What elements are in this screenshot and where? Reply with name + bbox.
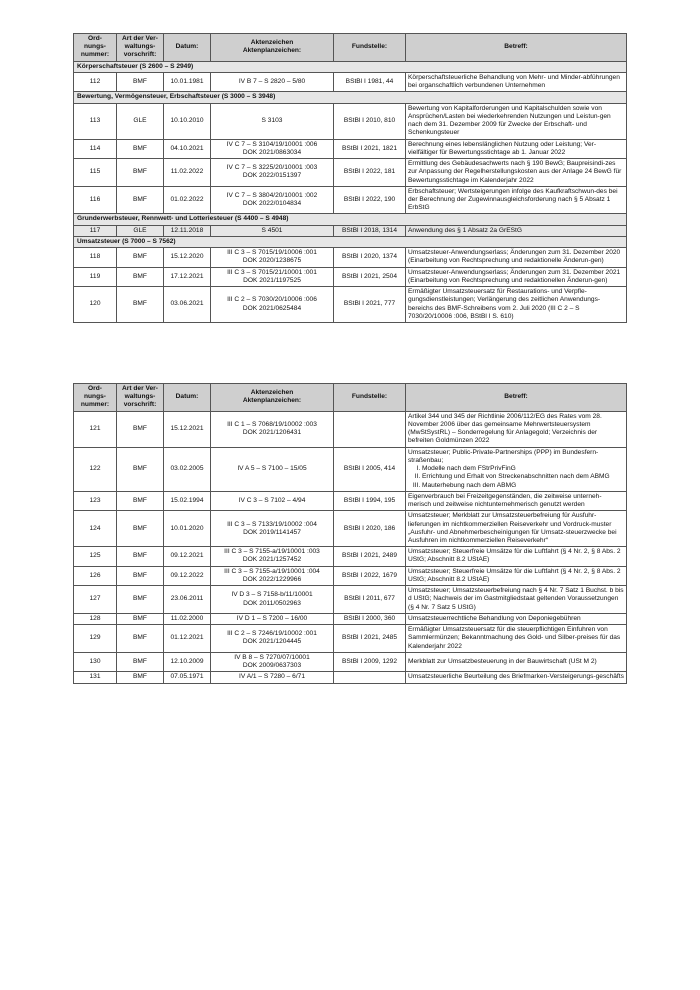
cell-nr: 117 bbox=[74, 225, 117, 236]
cell-nr: 114 bbox=[74, 139, 117, 158]
table-row bbox=[74, 225, 627, 236]
cell-fundstelle bbox=[334, 672, 406, 683]
cell-aktenzeichen: IV C 7 – S 3225/20/10001 :003 DOK 2022/0151397 bbox=[211, 159, 334, 187]
table-row bbox=[74, 672, 627, 683]
table-row bbox=[74, 411, 627, 447]
cell-fundstelle: BStBl I 2009, 1292 bbox=[334, 652, 406, 671]
cell-art: BMF bbox=[117, 287, 164, 323]
betreff-text: Ermäßigter Umsatzsteuersatz für Restaurations- und Verpfle-gungsdienstleistungen; Verlängerung des zeitlichen Anwendungs-bereichs des BMF-Schreibens vom 2. Juli 2020 (III C 2 – S 7030/20/10006 :006, BStBl I S. 610) bbox=[408, 288, 601, 320]
cell-fundstelle: BStBl I 2021, 2504 bbox=[334, 267, 406, 286]
cell-betreff bbox=[406, 411, 627, 447]
cell-aktenzeichen: S 4501 bbox=[211, 225, 334, 236]
table-body bbox=[74, 61, 627, 322]
table-row bbox=[74, 586, 627, 614]
cell-nr: 113 bbox=[74, 103, 117, 139]
betreff-text: Umsatzsteuerliche Beurteilung des Briefmarken-Versteigerungs-geschäfts bbox=[408, 673, 624, 681]
cell-datum: 15.12.2020 bbox=[164, 248, 211, 267]
cell-fundstelle: BStBl I 2022, 190 bbox=[334, 186, 406, 214]
table-body bbox=[74, 411, 627, 683]
cell-art: BMF bbox=[117, 186, 164, 214]
cell-nr: 125 bbox=[74, 547, 117, 566]
table-row bbox=[74, 491, 627, 510]
cell-betreff bbox=[406, 267, 627, 286]
betreff-text: Merkblatt zur Umsatzbesteuerung in der Bauwirtschaft (USt M 2) bbox=[408, 657, 597, 665]
betreff-list-item: I. Modelle nach dem FStrPrivFinG bbox=[422, 465, 624, 473]
betreff-text: Umsatzsteuer; Public-Private-Partnerships (PPP) im Bundesfern-straßenbau; bbox=[408, 448, 599, 464]
col-header-datum: Datum: bbox=[164, 384, 211, 412]
regulations-table-1 bbox=[73, 33, 627, 323]
section-row bbox=[74, 61, 627, 72]
table-row bbox=[74, 287, 627, 323]
col-header-aktenzeichen: Aktenzeichen Aktenplanzeichen: bbox=[211, 34, 334, 62]
cell-art: BMF bbox=[117, 652, 164, 671]
cell-fundstelle: BStBl I 2021, 1821 bbox=[334, 139, 406, 158]
table-row bbox=[74, 267, 627, 286]
cell-betreff bbox=[406, 491, 627, 510]
col-header-betreff: Betreff: bbox=[406, 384, 627, 412]
betreff-text: Umsatzsteuer; Steuerfreie Umsätze für die Luftfahrt (§ 4 Nr. 2, § 8 Abs. 2 UStG; Abschnitt 8.2 UStAE) bbox=[408, 548, 621, 564]
cell-art: BMF bbox=[117, 613, 164, 624]
betreff-list-item: II. Errichtung und Erhalt von Streckenabschnitten nach dem ABMG bbox=[422, 473, 624, 481]
cell-fundstelle: BStBl I 2022, 181 bbox=[334, 159, 406, 187]
betreff-text: Eigenverbrauch bei Freizeitgegenständen, die zeitweise unterneh-merisch und zeitweise nichtunternehmerisch genutzt werden bbox=[408, 492, 602, 509]
cell-nr: 131 bbox=[74, 672, 117, 683]
cell-datum: 11.02.2022 bbox=[164, 159, 211, 187]
cell-datum: 15.02.1994 bbox=[164, 491, 211, 510]
table-row bbox=[74, 72, 627, 91]
cell-fundstelle: BStBl I 2021, 2485 bbox=[334, 625, 406, 653]
cell-betreff bbox=[406, 672, 627, 683]
cell-datum: 01.02.2022 bbox=[164, 186, 211, 214]
cell-aktenzeichen: III C 3 – S 7015/21/10001 :001 DOK 2021/1197525 bbox=[211, 267, 334, 286]
cell-nr: 112 bbox=[74, 72, 117, 91]
cell-art: BMF bbox=[117, 267, 164, 286]
table-row bbox=[74, 547, 627, 566]
col-header-nr: Ord- nungs- nummer: bbox=[74, 34, 117, 62]
betreff-text: Bewertung von Kapitalforderungen und Kapitalschulden sowie von Ansprüchen/Lasten bei wiederkehrenden Nutzungen und Leistun-gen nach dem 31. Dezember 2009 für Zwecke der Erbschaft- und Schenkungsteuer bbox=[408, 104, 611, 137]
cell-betreff bbox=[406, 225, 627, 236]
section-row bbox=[74, 236, 627, 247]
cell-datum: 09.12.2022 bbox=[164, 566, 211, 585]
cell-datum: 03.02.2005 bbox=[164, 447, 211, 491]
cell-fundstelle: BStBl I 2005, 414 bbox=[334, 447, 406, 491]
cell-aktenzeichen: III C 2 – S 7030/20/10006 :006 DOK 2021/0625484 bbox=[211, 287, 334, 323]
cell-datum: 01.12.2021 bbox=[164, 625, 211, 653]
cell-nr: 120 bbox=[74, 287, 117, 323]
betreff-list-item: III. Mauterhebung nach dem ABMG bbox=[422, 482, 624, 490]
cell-betreff bbox=[406, 159, 627, 187]
cell-aktenzeichen: III C 3 – S 7155-a/19/10001 :003 DOK 2021/1257452 bbox=[211, 547, 334, 566]
cell-betreff bbox=[406, 652, 627, 671]
table-row bbox=[74, 248, 627, 267]
cell-fundstelle: BStBl I 1981, 44 bbox=[334, 72, 406, 91]
col-header-datum: Datum: bbox=[164, 34, 211, 62]
cell-datum: 10.01.1981 bbox=[164, 72, 211, 91]
cell-art: BMF bbox=[117, 511, 164, 547]
table-row bbox=[74, 566, 627, 585]
cell-nr: 116 bbox=[74, 186, 117, 214]
cell-fundstelle bbox=[334, 411, 406, 447]
table-row bbox=[74, 139, 627, 158]
cell-nr: 115 bbox=[74, 159, 117, 187]
regulations-table-2 bbox=[73, 383, 627, 684]
cell-betreff bbox=[406, 287, 627, 323]
col-header-betreff: Betreff: bbox=[406, 34, 627, 62]
section-title: Grunderwerbsteuer, Rennwett- und Lotteriesteuer (S 4400 – S 4948) bbox=[74, 214, 627, 225]
betreff-text: Umsatzsteuer; Steuerfreie Umsätze für die Luftfahrt (§ 4 Nr. 2, § 8 Abs. 2 UStG; Abschnitt 8.2 UStAE) bbox=[408, 567, 621, 583]
cell-betreff bbox=[406, 248, 627, 267]
table-row bbox=[74, 103, 627, 139]
cell-betreff bbox=[406, 613, 627, 624]
cell-fundstelle: BStBl I 2018, 1314 bbox=[334, 225, 406, 236]
cell-fundstelle: BStBl I 1994, 195 bbox=[334, 491, 406, 510]
cell-art: BMF bbox=[117, 491, 164, 510]
cell-betreff bbox=[406, 186, 627, 214]
col-header-aktenzeichen: Aktenzeichen Aktenplanzeichen: bbox=[211, 384, 334, 412]
cell-datum: 10.01.2020 bbox=[164, 511, 211, 547]
col-header-art: Art der Ver- waltungs- vorschrift: bbox=[117, 384, 164, 412]
col-header-art: Art der Ver- waltungs- vorschrift: bbox=[117, 34, 164, 62]
section-row bbox=[74, 214, 627, 225]
cell-art: BMF bbox=[117, 586, 164, 614]
cell-aktenzeichen: III C 1 – S 7068/19/10002 :003 DOK 2021/1206431 bbox=[211, 411, 334, 447]
table-row bbox=[74, 652, 627, 671]
cell-nr: 124 bbox=[74, 511, 117, 547]
cell-aktenzeichen: S 3103 bbox=[211, 103, 334, 139]
betreff-text: Umsatzsteuer-Anwendungserlass; Änderungen zum 31. Dezember 2020 (Einarbeitung von Rechtsprechung und redaktionelle Änderun-gen) bbox=[408, 249, 621, 265]
cell-nr: 128 bbox=[74, 613, 117, 624]
cell-datum: 03.06.2021 bbox=[164, 287, 211, 323]
cell-fundstelle: BStBl I 2020, 1374 bbox=[334, 248, 406, 267]
cell-nr: 123 bbox=[74, 491, 117, 510]
cell-betreff bbox=[406, 447, 627, 491]
cell-datum: 23.06.2011 bbox=[164, 586, 211, 614]
cell-fundstelle: BStBl I 2011, 677 bbox=[334, 586, 406, 614]
cell-art: BMF bbox=[117, 447, 164, 491]
cell-betreff bbox=[406, 139, 627, 158]
cell-art: GLE bbox=[117, 103, 164, 139]
cell-aktenzeichen: III C 3 – S 7015/19/10006 :001 DOK 2020/1238675 bbox=[211, 248, 334, 267]
cell-fundstelle: BStBl I 2010, 810 bbox=[334, 103, 406, 139]
cell-fundstelle: BStBl I 2021, 777 bbox=[334, 287, 406, 323]
cell-aktenzeichen: III C 3 – S 7133/19/10002 :004 DOK 2019/1141457 bbox=[211, 511, 334, 547]
cell-datum: 09.12.2021 bbox=[164, 547, 211, 566]
cell-betreff bbox=[406, 103, 627, 139]
section-row bbox=[74, 92, 627, 103]
section-title: Körperschaftsteuer (S 2600 – S 2949) bbox=[74, 61, 627, 72]
cell-nr: 127 bbox=[74, 586, 117, 614]
cell-fundstelle: BStBl I 2022, 1679 bbox=[334, 566, 406, 585]
cell-datum: 10.10.2010 bbox=[164, 103, 211, 139]
cell-datum: 04.10.2021 bbox=[164, 139, 211, 158]
cell-aktenzeichen: IV D 3 – S 7158-b/11/10001 DOK 2011/0502963 bbox=[211, 586, 334, 614]
section-title: Bewertung, Vermögensteuer, Erbschaftsteuer (S 3000 – S 3948) bbox=[74, 92, 627, 103]
cell-datum: 07.05.1971 bbox=[164, 672, 211, 683]
table-header bbox=[74, 34, 627, 62]
cell-art: BMF bbox=[117, 139, 164, 158]
cell-art: BMF bbox=[117, 411, 164, 447]
betreff-text: Körperschaftsteuerliche Behandlung von Mehr- und Minder-abführungen bei organschaftlich verbundenen Unternehmen bbox=[408, 73, 620, 90]
betreff-text: Erbschaftsteuer; Wertsteigerungen infolge des Kaufkraftschwun-des bei der Berechnung der Zugewinnausgleichsforderung nach § 5 Absatz 1 ErbStG bbox=[408, 187, 618, 212]
cell-aktenzeichen: IV B 8 – S 7270/07/10001 DOK 2009/0637303 bbox=[211, 652, 334, 671]
col-header-nr: Ord- nungs- nummer: bbox=[74, 384, 117, 412]
cell-nr: 122 bbox=[74, 447, 117, 491]
cell-aktenzeichen: IV C 7 – S 3104/19/10001 :006 DOK 2021/0863034 bbox=[211, 139, 334, 158]
betreff-text: Umsatzsteuer; Merkblatt zur Umsatzsteuerbefreiung für Ausfuhr-lieferungen im nichtkommerziellen Reiseverkehr und Vordruck-muster „Ausfuhr- und Abnehmerbescheinigungen für Umsatz-steuerzwecke bei Ausfuhren im nichtkommerziellen Reiseverkehr“ bbox=[408, 512, 617, 544]
cell-aktenzeichen: IV B 7 – S 2820 – 5/80 bbox=[211, 72, 334, 91]
cell-art: BMF bbox=[117, 159, 164, 187]
cell-art: BMF bbox=[117, 72, 164, 91]
cell-nr: 118 bbox=[74, 248, 117, 267]
table-row bbox=[74, 186, 627, 214]
betreff-text: Umsatzsteuer-Anwendungserlass; Änderungen zum 31. Dezember 2021 (Einarbeitung von Rechtsprechung und redaktionellen Änderun-gen) bbox=[408, 268, 621, 284]
col-header-fundstelle: Fundstelle: bbox=[334, 384, 406, 412]
table-row bbox=[74, 625, 627, 653]
table-row bbox=[74, 159, 627, 187]
cell-art: GLE bbox=[117, 225, 164, 236]
cell-nr: 129 bbox=[74, 625, 117, 653]
betreff-text: Berechnung eines lebenslänglichen Nutzung oder Leistung; Ver-vielfältiger für Bewertungsstichtage ab 1. Januar 2022 bbox=[408, 140, 597, 156]
cell-aktenzeichen: III C 2 – S 7246/19/10002 :001 DOK 2021/1204445 bbox=[211, 625, 334, 653]
cell-betreff bbox=[406, 625, 627, 653]
betreff-text: Ermittlung des Gebäudesachwerts nach § 190 BewG; Baupreisindi-zes zur Anpassung der Regelherstellungskosten aus der Anlage 24 BewG für Bewertungsstichtage im Kalenderjahr 2022 bbox=[408, 160, 622, 184]
cell-aktenzeichen: IV C 7 – S 3804/20/10001 :002 DOK 2022/0104834 bbox=[211, 186, 334, 214]
cell-aktenzeichen: IV C 3 – S 7102 – 4/94 bbox=[211, 491, 334, 510]
cell-nr: 119 bbox=[74, 267, 117, 286]
cell-aktenzeichen: IV D 1 – S 7200 – 16/00 bbox=[211, 613, 334, 624]
cell-nr: 121 bbox=[74, 411, 117, 447]
betreff-list bbox=[408, 465, 624, 490]
section-title: Umsatzsteuer (S 7000 – S 7562) bbox=[74, 236, 627, 247]
cell-art: BMF bbox=[117, 547, 164, 566]
cell-datum: 11.02.2000 bbox=[164, 613, 211, 624]
cell-art: BMF bbox=[117, 566, 164, 585]
cell-aktenzeichen: IV A/1 – S 7280 – 6/71 bbox=[211, 672, 334, 683]
cell-fundstelle: BStBl I 2000, 360 bbox=[334, 613, 406, 624]
betreff-text: Umsatzsteuer; Umsatzsteuerbefreiung nach § 4 Nr. 7 Satz 1 Buchst. b bis d UStG; Nachweis der im Gastmitgliedstaat geltenden Voraussetzungen (§ 4 Nr. 7 Satz 5 UStG) bbox=[408, 587, 624, 611]
betreff-text: Artikel 344 und 345 der Richtlinie 2006/112/EG des Rates vom 28. November 2006 über das gemeinsame Mehrwertsteuersystem (MwStSystRL) – Sonderregelung für Anlagegold; Verzeichnis der befreiten Goldmünzen 2022 bbox=[408, 412, 602, 445]
table-row bbox=[74, 613, 627, 624]
table-row bbox=[74, 447, 627, 491]
betreff-text: Anwendung des § 1 Absatz 2a GrEStG bbox=[408, 226, 522, 234]
cell-fundstelle: BStBl I 2020, 186 bbox=[334, 511, 406, 547]
cell-art: BMF bbox=[117, 672, 164, 683]
cell-datum: 17.12.2021 bbox=[164, 267, 211, 286]
cell-nr: 130 bbox=[74, 652, 117, 671]
cell-art: BMF bbox=[117, 248, 164, 267]
cell-datum: 12.10.2009 bbox=[164, 652, 211, 671]
table-header bbox=[74, 384, 627, 412]
col-header-fundstelle: Fundstelle: bbox=[334, 34, 406, 62]
cell-betreff bbox=[406, 72, 627, 91]
cell-datum: 12.11.2018 bbox=[164, 225, 211, 236]
cell-aktenzeichen: III C 3 – S 7155-a/19/10001 :004 DOK 2022/1229966 bbox=[211, 566, 334, 585]
cell-betreff bbox=[406, 586, 627, 614]
cell-betreff bbox=[406, 511, 627, 547]
cell-datum: 15.12.2021 bbox=[164, 411, 211, 447]
betreff-text: Umsatzsteuerrechtliche Behandlung von Deponiegebühren bbox=[408, 614, 581, 622]
cell-betreff bbox=[406, 566, 627, 585]
cell-nr: 126 bbox=[74, 566, 117, 585]
table-row bbox=[74, 511, 627, 547]
cell-aktenzeichen: IV A 5 – S 7100 – 15/05 bbox=[211, 447, 334, 491]
cell-fundstelle: BStBl I 2021, 2489 bbox=[334, 547, 406, 566]
cell-art: BMF bbox=[117, 625, 164, 653]
betreff-text: Ermäßigter Umsatzsteuersatz für die steuerpflichtigen Einfuhren von Sammlermünzen; Bekanntmachung des Gold- und Silber-preises für das Kalenderjahr 2022 bbox=[408, 626, 621, 650]
cell-betreff bbox=[406, 547, 627, 566]
